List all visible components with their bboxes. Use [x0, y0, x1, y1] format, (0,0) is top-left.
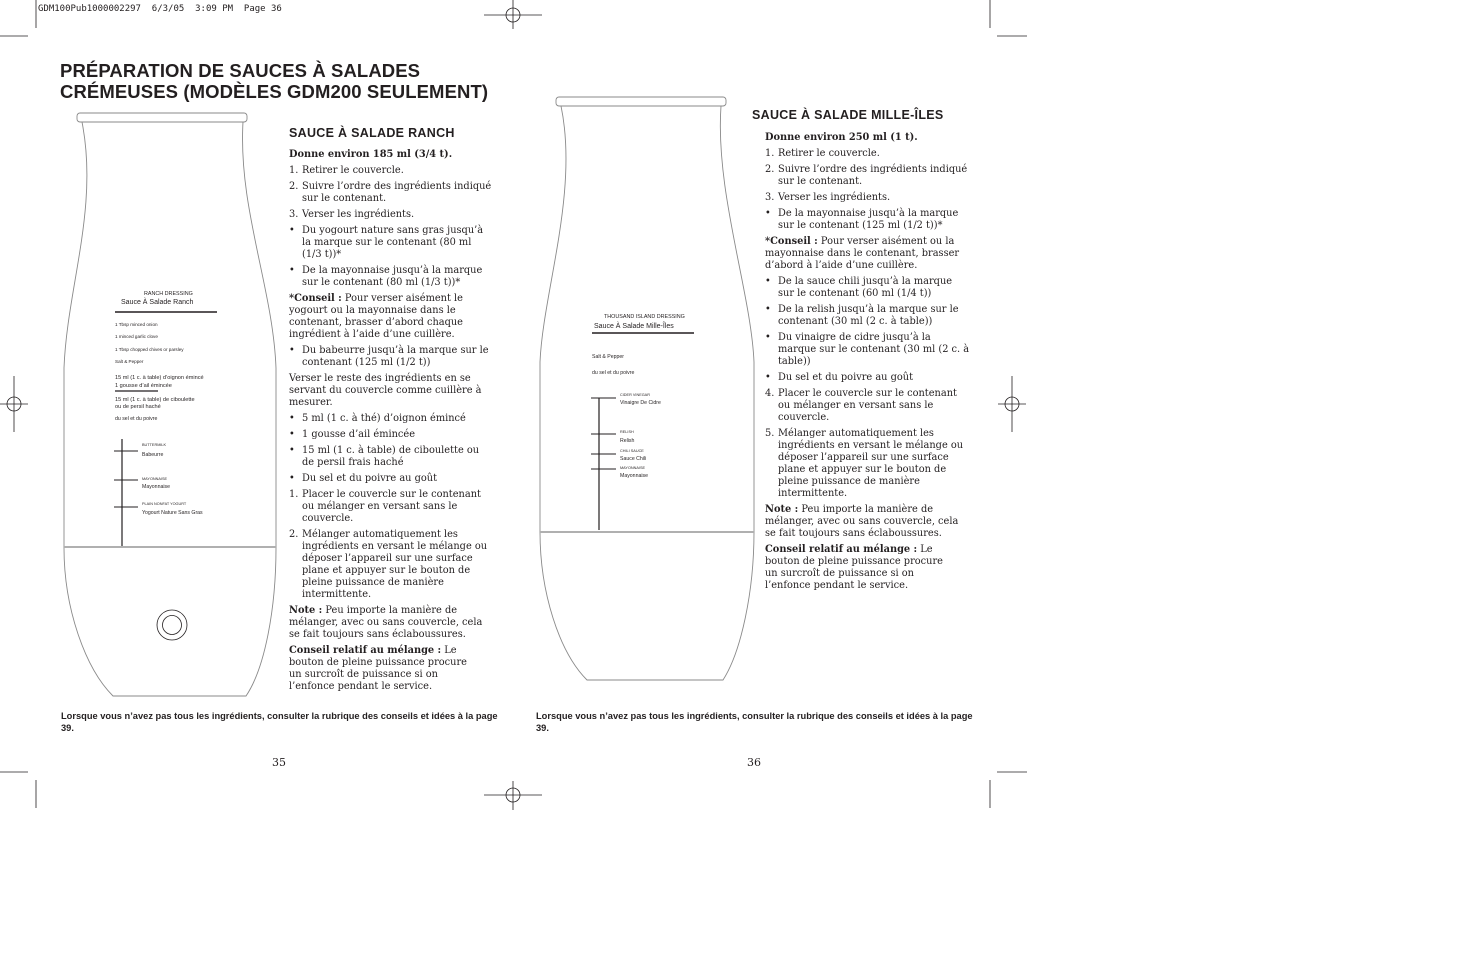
ranch-steps-b: [289, 345, 492, 369]
list-text: Retirer le couvercle.: [302, 165, 404, 176]
list-item: [289, 225, 492, 261]
list-marker: 4.: [765, 388, 775, 399]
list-marker: 2.: [289, 181, 299, 192]
bottle-mark: Sauce Chili: [620, 456, 647, 462]
bottle-line: 1 gousse d’ail émincée: [115, 383, 172, 389]
thousand-island-bottle-illustration: [535, 92, 763, 688]
list-item: [765, 428, 970, 500]
bottle-mark-small: CHILI SAUCE: [620, 449, 644, 453]
list-item: [765, 276, 970, 300]
list-text: Du sel et du poivre au goût: [302, 473, 438, 484]
list-text: Placer le couvercle sur le contenant ou mélanger en versant sans le couvercle.: [302, 489, 481, 524]
list-marker: 2.: [765, 164, 775, 175]
list-text: 15 ml (1 c. à table) de ciboulette ou de persil frais haché: [302, 445, 480, 468]
list-marker: •: [765, 208, 771, 219]
list-text: De la mayonnaise jusqu’à la marque sur le contenant (125 ml (1/2 t))*: [778, 208, 959, 231]
list-marker: •: [765, 304, 771, 315]
list-text: 1 gousse d’ail émincée: [302, 429, 416, 440]
bottle-mark-small: PLAIN NONFAT YOGURT: [142, 502, 187, 506]
recipe-yield: Donne environ 185 ml (3/4 t).: [289, 149, 453, 160]
list-text: Suivre l’ordre des ingrédients indiqué sur le contenant.: [778, 164, 968, 187]
bottle-mark-small: RELISH: [620, 430, 634, 434]
ranch-bottle-illustration: [55, 108, 285, 703]
ranch-recipe-title: SAUCE À SALADE RANCH: [289, 126, 455, 140]
bottle-label-small: RANCH DRESSING: [144, 291, 193, 297]
thousand-island-steps-a: [765, 148, 970, 232]
list-text: Suivre l’ordre des ingrédients indiqué sur le contenant.: [302, 181, 492, 204]
list-marker: •: [289, 445, 295, 456]
bottle-mark-small: CIDER VINEGAR: [620, 393, 650, 397]
page-footer-left: Lorsque vous n’avez pas tous les ingrédients, consulter la rubrique des conseils et idées à la page 39.: [61, 711, 498, 733]
recipe-tip: *Conseil : Pour verser aisément le yogourt ou la mayonnaise dans le contenant, brasser d’abord chaque ingrédient à l’aide d’une cuillère.: [289, 293, 463, 340]
list-text: Verser les ingrédients.: [302, 209, 415, 220]
list-marker: •: [289, 473, 295, 484]
list-text: Mélanger automatiquement les ingrédients en versant le mélange ou déposer l’appareil sur une surface plane et appuyer sur le bouton de pleine puissance de manière intermittente.: [778, 428, 964, 499]
bottle-mark-small: MAYONNAISE: [620, 466, 646, 470]
recipe-mix-tip: Conseil relatif au mélange : Le bouton de pleine puissance procure un surcroît de puissance si on l’enfonce pendant le service.: [289, 645, 467, 692]
list-text: De la mayonnaise jusqu’à la marque sur le contenant (80 ml (1/3 t))*: [302, 265, 483, 288]
bottle-line: 1 minced garlic clove: [115, 334, 158, 339]
list-item: [289, 473, 492, 485]
list-item: [765, 148, 970, 160]
recipe-note: Note : Peu importe la manière de mélanger, avec ou sans couvercle, cela se fait toujours sans éclaboussures.: [289, 605, 483, 640]
page-title: [60, 60, 520, 102]
list-item: [765, 304, 970, 328]
bottle-line: 1 Tbsp minced onion: [115, 322, 158, 327]
recipe-pour-text: Verser le reste des ingrédients en se servant du couvercle comme cuillère à mesurer.: [289, 373, 482, 408]
list-text: Placer le couvercle sur le contenant ou mélanger en versant sans le couvercle.: [778, 388, 957, 423]
bottle-line: Salt & Pepper: [592, 354, 625, 360]
recipe-note: Note : Peu importe la manière de mélanger, avec ou sans couvercle, cela se fait toujours sans éclaboussures.: [765, 504, 959, 539]
page-number-right: 36: [747, 756, 761, 769]
thousand-island-recipe-body: [765, 132, 970, 596]
list-item: [765, 372, 970, 384]
list-item: [289, 345, 492, 369]
list-marker: 3.: [765, 192, 775, 203]
list-item: [765, 388, 970, 424]
list-item: [289, 181, 492, 205]
list-item: [289, 165, 492, 177]
page-number-left: 35: [272, 756, 286, 769]
bottle-label: Sauce À Salade Ranch: [121, 299, 194, 306]
page-title-line-2: CRÉMEUSES (MODÈLES GDM200 SEULEMENT): [60, 81, 489, 102]
list-marker: 2.: [289, 529, 299, 540]
list-marker: 1.: [289, 489, 299, 500]
bottle-line: 1 Tbsp chopped chives or parsley: [115, 347, 184, 352]
list-item: [289, 209, 492, 221]
list-item: [289, 265, 492, 289]
recipe-yield: Donne environ 250 ml (1 t).: [765, 132, 918, 143]
list-marker: •: [765, 276, 771, 287]
list-item: [289, 529, 492, 601]
bottle-line: ou de persil haché: [115, 404, 161, 410]
list-item: [289, 413, 492, 425]
list-text: Retirer le couvercle.: [778, 148, 880, 159]
thousand-island-steps-b: [765, 276, 970, 500]
bottle-mark: Vinaigre De Cidre: [620, 400, 661, 406]
list-item: [289, 489, 492, 525]
list-item: [765, 208, 970, 232]
list-marker: 1.: [289, 165, 299, 176]
list-item: [289, 445, 492, 469]
list-item: [765, 164, 970, 188]
bottle-mark: Relish: [620, 438, 635, 444]
page-footer-right: Lorsque vous n’avez pas tous les ingrédients, consulter la rubrique des conseils et idées à la page 39.: [536, 711, 973, 733]
recipe-mix-tip: Conseil relatif au mélange : Le bouton de pleine puissance procure un surcroît de puissance si on l’enfonce pendant le service.: [765, 544, 943, 591]
bottle-label-small: THOUSAND ISLAND DRESSING: [604, 314, 685, 320]
ranch-steps-a: [289, 165, 492, 289]
bottle-line: Salt & Pepper: [115, 359, 144, 364]
bottle-mark-small: BUTTERMILK: [142, 443, 167, 447]
list-marker: •: [765, 372, 771, 383]
bottle-line: 15 ml (1 c. à table) de ciboulette: [115, 397, 195, 403]
list-item: [765, 332, 970, 368]
list-marker: •: [289, 265, 295, 276]
list-text: Du vinaigre de cidre jusqu’à la marque sur le contenant (30 ml (2 c. à table)): [778, 332, 970, 367]
list-marker: 5.: [765, 428, 775, 439]
ranch-recipe-body: [289, 149, 492, 697]
list-marker: 3.: [289, 209, 299, 220]
bottle-line: du sel et du poivre: [592, 370, 635, 376]
list-text: 5 ml (1 c. à thé) d’oignon émincé: [302, 413, 466, 424]
bottle-mark: Babeurre: [142, 452, 164, 458]
recipe-tip: *Conseil : Pour verser aisément ou la mayonnaise dans le contenant, brasser d’abord à l’aide d’une cuillère.: [765, 236, 960, 271]
bottle-label: Sauce À Salade Mille-Îles: [594, 323, 674, 330]
bottle-line: du sel et du poivre: [115, 416, 158, 422]
list-item: [765, 192, 970, 204]
list-text: Du sel et du poivre au goût: [778, 372, 914, 383]
list-marker: •: [289, 225, 295, 236]
list-text: Verser les ingrédients.: [778, 192, 891, 203]
list-marker: •: [765, 332, 771, 343]
bottle-mark: Mayonnaise: [620, 473, 648, 479]
list-text: Du yogourt nature sans gras jusqu’à la marque sur le contenant (80 ml (1/3 t))*: [302, 225, 484, 260]
ranch-steps-c: [289, 413, 492, 601]
list-text: Du babeurre jusqu’à la marque sur le contenant (125 ml (1/2 t)): [302, 345, 489, 368]
bottle-mark: Mayonnaise: [142, 484, 170, 490]
thousand-island-recipe-title: SAUCE À SALADE MILLE-ÎLES: [752, 108, 944, 122]
list-text: Mélanger automatiquement les ingrédients en versant le mélange ou déposer l’appareil sur une surface plane et appuyer sur le bouton de pleine puissance de manière intermittente.: [302, 529, 488, 600]
list-marker: 1.: [765, 148, 775, 159]
bottle-line: 15 ml (1 c. à table) d’oignon émincé: [115, 375, 204, 381]
list-item: [289, 429, 492, 441]
list-marker: •: [289, 429, 295, 440]
bottle-mark: Yogourt Nature Sans Gras: [142, 510, 203, 516]
list-marker: •: [289, 345, 295, 356]
list-marker: •: [289, 413, 295, 424]
list-text: De la relish jusqu’à la marque sur le contenant (30 ml (2 c. à table)): [778, 304, 959, 327]
list-text: De la sauce chili jusqu’à la marque sur le contenant (60 ml (1/4 t)): [778, 276, 953, 299]
page-title-line-1: PRÉPARATION DE SAUCES À SALADES: [60, 60, 421, 81]
print-slug: GDM100Pub1000002297 6/3/05 3:09 PM Page 36: [38, 4, 282, 14]
bottle-mark-small: MAYONNAISE: [142, 477, 168, 481]
